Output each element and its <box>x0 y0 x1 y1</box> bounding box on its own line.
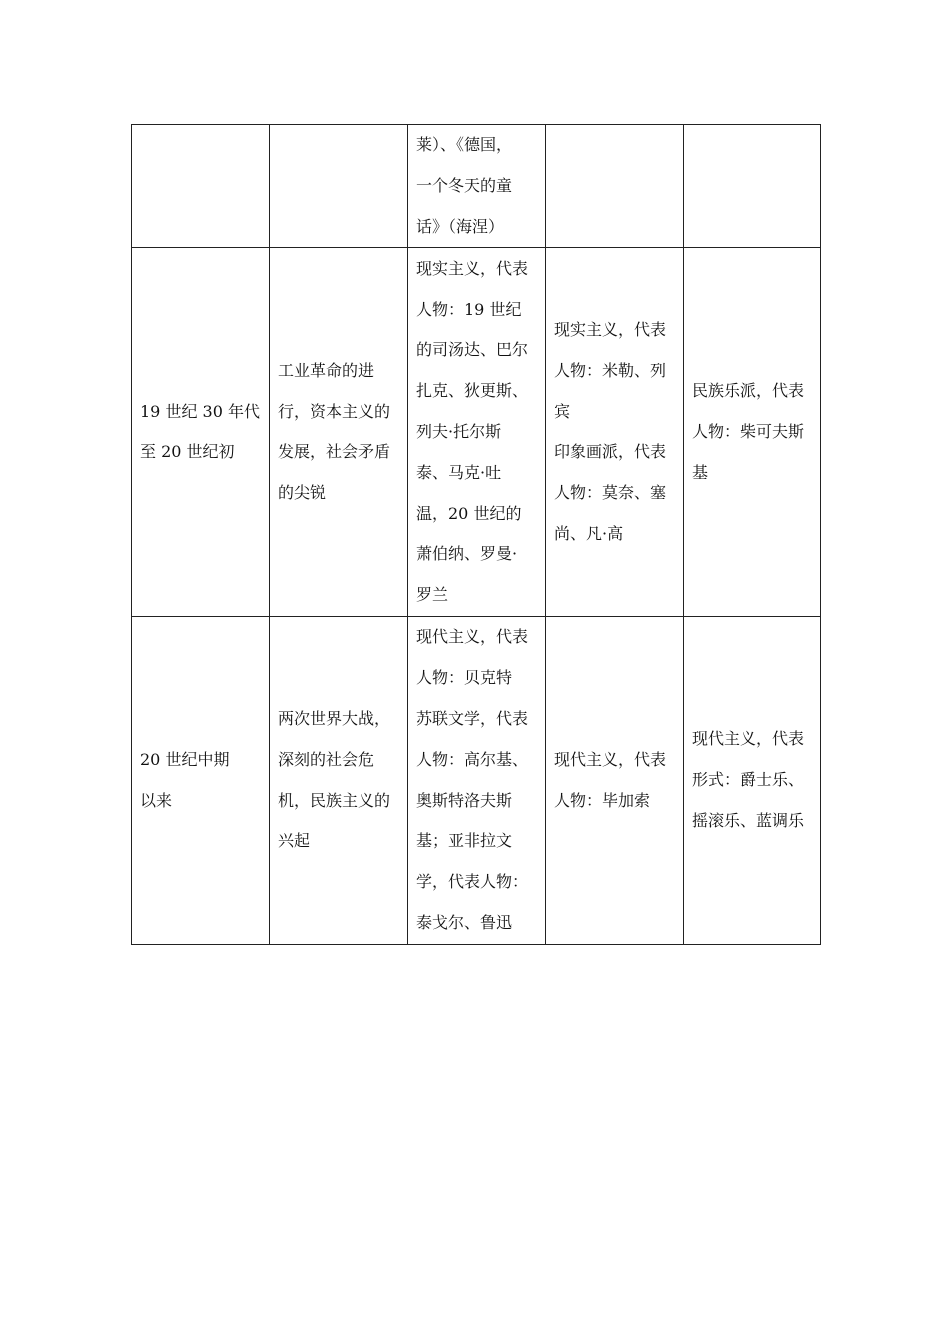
cell-literature <box>408 248 546 617</box>
cell-music <box>684 617 821 944</box>
table-row <box>132 248 821 617</box>
cell-text-line: 发展，社会矛盾 <box>278 442 391 462</box>
cell-text-line: 话》（海涅） <box>416 216 505 236</box>
cell-text-line: 两次世界大战， <box>278 708 391 728</box>
history-culture-table <box>131 124 821 945</box>
cell-text-line: 基；亚非拉文 <box>416 831 513 851</box>
cell-background <box>270 125 408 248</box>
cell-text-line: 工业革命的进 <box>278 360 375 380</box>
cell-text-line: 机，民族主义的 <box>278 790 391 810</box>
cell-text-line: 扎克、狄更斯、 <box>416 381 529 401</box>
cell-text-line: 现代主义，代表 <box>554 749 667 769</box>
table-row <box>132 125 821 248</box>
cell-text-line: 罗兰 <box>416 585 449 605</box>
cell-text-line: 深刻的社会危 <box>278 749 375 769</box>
cell-text-line: 至 20 世纪初 <box>140 442 235 462</box>
cell-text-line: 20 世纪中期 <box>140 749 230 769</box>
cell-art <box>546 248 684 617</box>
cell-text-line: 一个冬天的童 <box>416 175 513 195</box>
cell-music <box>684 125 821 248</box>
cell-text-line: 人物：柴可夫斯 <box>692 421 805 441</box>
cell-text-line: 现代主义，代表 <box>692 729 805 749</box>
cell-text-line: 泰戈尔、鲁迅 <box>416 912 513 932</box>
cell-background <box>270 248 408 617</box>
cell-literature <box>408 125 546 248</box>
cell-text-line: 摇滚乐、蓝调乐 <box>692 810 805 830</box>
cell-text-line: 莱）、《德国， <box>416 135 513 154</box>
cell-text-line: 的司汤达、巴尔 <box>416 340 529 360</box>
cell-art <box>546 617 684 944</box>
cell-art <box>546 125 684 248</box>
cell-text-line: 萧伯纳、罗曼· <box>416 544 518 564</box>
cell-text-line: 人物：莫奈、塞 <box>554 483 667 503</box>
cell-music <box>684 248 821 617</box>
cell-text-line: 基 <box>692 462 709 482</box>
cell-text-line: 人物：贝克特 <box>416 668 513 688</box>
cell-text-line: 以来 <box>140 790 173 810</box>
cell-text-line: 温，20 世纪的 <box>416 503 522 523</box>
cell-text-line: 学，代表人物： <box>416 872 529 892</box>
cell-text-line: 宾 <box>554 401 571 421</box>
cell-text-line: 的尖锐 <box>278 483 327 503</box>
cell-text-line: 形式：爵士乐、 <box>692 770 805 790</box>
cell-text-line: 民族乐派，代表 <box>692 381 805 401</box>
cell-period <box>132 125 270 248</box>
cell-text-line: 行，资本主义的 <box>278 401 391 421</box>
cell-text-line: 尚、凡·高 <box>554 523 624 543</box>
cell-text-line: 苏联文学，代表 <box>416 708 529 728</box>
cell-text-line: 人物：19 世纪 <box>416 299 522 319</box>
cell-text-line: 印象画派，代表 <box>554 442 667 462</box>
table-row <box>132 617 821 944</box>
cell-text-line: 人物：高尔基、 <box>416 749 529 769</box>
cell-period <box>132 617 270 944</box>
cell-text-line: 泰、马克·吐 <box>416 462 502 482</box>
cell-text-line: 现实主义，代表 <box>416 258 529 278</box>
cell-text-line: 现实主义，代表 <box>554 320 667 339</box>
cell-text-line: 人物：米勒、列 <box>554 360 667 380</box>
cell-background <box>270 617 408 944</box>
cell-text-line: 现代主义，代表 <box>416 627 529 647</box>
cell-text-line: 19 世纪 30 年代 <box>140 401 260 421</box>
cell-text-line: 兴起 <box>278 831 311 851</box>
cell-text-line: 奥斯特洛夫斯 <box>416 790 513 810</box>
cell-period <box>132 248 270 617</box>
cell-text-line: 人物：毕加索 <box>554 790 651 810</box>
cell-text-line: 列夫·托尔斯 <box>416 421 502 441</box>
cell-literature <box>408 617 546 944</box>
